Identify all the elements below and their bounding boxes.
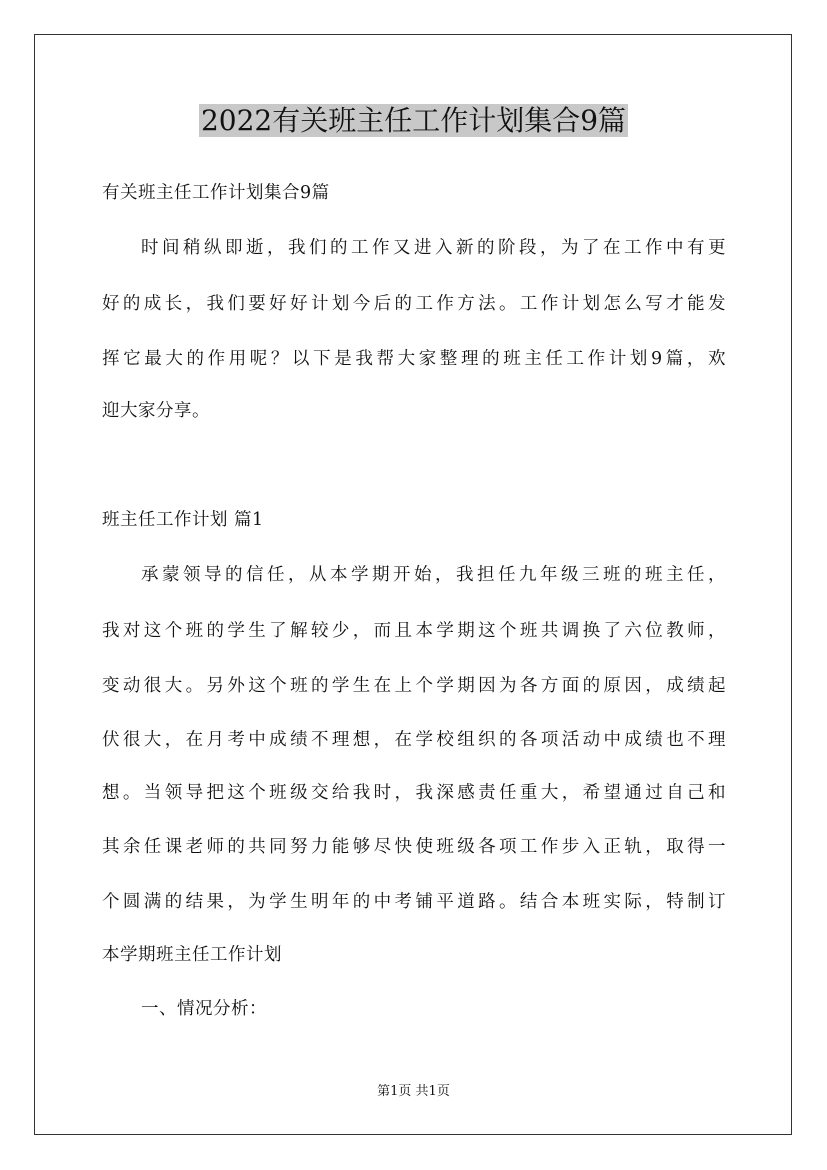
body-line-5: 想。当领导把这个班级交给我时，我深感责任重大，希望通过自己和: [102, 783, 726, 803]
body-line-4: 伏很大，在月考中成绩不理想，在学校组织的各项活动中成绩也不理: [102, 730, 726, 750]
section-heading: 班主任工作计划 篇1: [102, 510, 264, 530]
body-line-7: 个圆满的结果，为学生明年的中考铺平道路。结合本班实际，特制订: [102, 892, 726, 912]
page-footer: 第1页 共1页: [377, 1084, 450, 1099]
body-line-8: 本学期班主任工作计划: [102, 945, 282, 965]
document-subtitle: 有关班主任工作计划集合9篇: [102, 183, 330, 203]
intro-line-3: 挥它最大的作用呢？以下是我帮大家整理的班主任工作计划9篇，欢: [102, 349, 726, 369]
body-line-3: 变动很大。另外这个班的学生在上个学期因为各方面的原因，成绩起: [102, 676, 726, 696]
intro-line-1: 时间稍纵即逝，我们的工作又进入新的阶段，为了在工作中有更: [141, 238, 726, 258]
intro-line-4: 迎大家分享。: [102, 401, 210, 421]
subheading: 一、情况分析：: [141, 999, 267, 1019]
document-title: [0, 98, 827, 144]
intro-line-2: 好的成长，我们要好好计划今后的工作方法。工作计划怎么写才能发: [102, 294, 726, 314]
body-line-2: 我对这个班的学生了解较少，而且本学期这个班共调换了六位教师，: [102, 621, 726, 641]
body-line-6: 其余任课老师的共同努力能够尽快使班级各项工作步入正轨，取得一: [102, 837, 726, 857]
body-line-1: 承蒙领导的信任，从本学期开始，我担任九年级三班的班主任，: [141, 565, 726, 585]
document-title-text: 2022有关班主任工作计划集合9篇: [200, 104, 627, 137]
